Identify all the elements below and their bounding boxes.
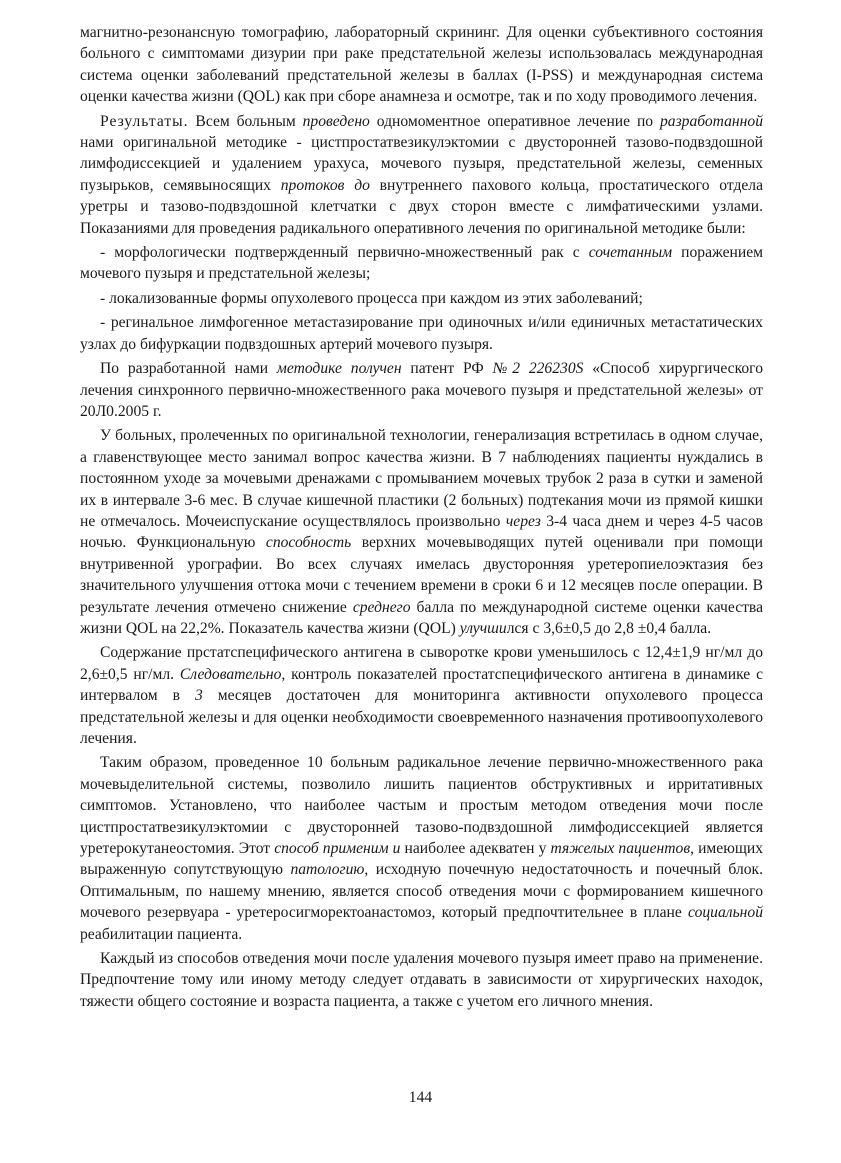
text-run: - локализованные формы опухолевого процесса при каждом из этих заболеваний;	[100, 289, 643, 307]
italic-text: социальной	[688, 904, 763, 922]
italic-text: патологию	[290, 861, 365, 879]
italic-text: разработанной	[659, 112, 763, 130]
text-run: наиболее адекватен у	[400, 840, 551, 858]
paragraph	[80, 752, 763, 945]
text-run: месяцев достаточен для мониторинга активности опухолевого процесса предстательной железы и для оценки необходимости своевременного назначения противоопухолевого лечения.	[80, 687, 764, 747]
italic-text: 3	[194, 687, 203, 705]
italic-text: тяжелых пациентов	[550, 840, 691, 858]
text-run: лся с 3,6±0,5 до 2,8 ±0,4 балла.	[506, 619, 712, 637]
text-run: - морфологически подтвержденный первично-множественный рак с	[100, 244, 589, 262]
text-run: У больных, пролеченных по оригинальной технологии, генерализация встретилась в одном случае, а главенствующее место занимал вопрос качества жизни. В 7 наблюдениях пациенты нуждались в постоянном уходе за мочевыми дренажами с промыванием мочевых трубок 2 раза в сутки и заменой их в интервале 3-6 мес. В случае кишечной пластики (2 больных) подтекания мочи из прямой кишки не отмечалось. Мочеиспускание осуществлялось произвольно	[80, 427, 763, 530]
italic-text: протоков до	[280, 176, 370, 194]
paragraph	[80, 425, 763, 639]
italic-text: Следовательно,	[179, 665, 286, 683]
paragraph	[80, 288, 763, 309]
text-run: балла по международной системе оценки качества жизни QOL на 22,2%. Показатель качества жизни (QOL)	[80, 598, 764, 637]
paragraph	[80, 642, 763, 749]
text-run: магнитно-резонансную томографию, лабораторный скрининг. Для оценки субъективного состояния больного с симптомами дизурии при раке предстательной железы использовалась международная система оценки заболеваний предстательной железы в баллах (I-PSS) и международная система оценки качества жизни (QOL) как при сборе анамнеза и осмотре, так и по ходу проводимого лечения.	[80, 24, 763, 106]
text-run: , имеющих выраженную сопутствующую	[80, 840, 764, 879]
italic-text: методике получен	[276, 360, 402, 378]
text-run: патент РФ	[401, 360, 493, 378]
text-run: реабилитации пациента.	[80, 925, 243, 943]
text-run: - регинальное лимфогенное метастазирование при одиночных и/или единичных метастатических узлах до бифуркации подвздошных артерий мочевого пузыря.	[80, 314, 763, 353]
paragraph	[80, 948, 763, 1012]
text-run: 3-4 часа днем и через 4-5 часов ночью. Функциональную	[80, 512, 763, 552]
text-run: верхних мочевыводящих путей оценивали при помощи внутривенной урографии. Во всех случаях имелась двусторонняя уретеропиелоэктазия без значительного улучшения оттока мочи с течением времени в сроки 6 и 12 месяцев после операции. В результате лечения отмечено снижение	[80, 534, 763, 616]
text-run: По разработанной нами	[100, 360, 277, 378]
paragraph	[80, 111, 763, 239]
page-number: 144	[408, 1089, 433, 1106]
text-run: Содержание прстатспецифического антигена в сыворотке крови уменьшилось с 12,4±1,9 нг/мл до 2,6±0,5 нг/мл.	[80, 644, 763, 683]
italic-text: улучши	[459, 619, 507, 637]
text-run: , исходную почечную недостаточность и почечный блок. Оптимальным, по нашему мнению, является способ отведения мочи с формированием кишечного мочевого резервуара - уретеросигморектоанастомоз, который предпочтительнее в плане	[80, 861, 764, 922]
text-run: Таким образом, проведенное 10 больным радикальное лечение первично-множественного рака мочевыделительной системы, позволило лишить пациентов обструктивных и ирритативных симптомов. Установлено, что наиболее частым и простым методом отведения мочи после цистпростатвезикулэктомии с двусторонней тазово-подвздошной лимфодиссекцией является уретерокутанеостомия. Этот	[80, 754, 763, 858]
paragraph	[80, 358, 763, 422]
text-run: нами оригинальной методике - цистпростатвезикулэктомии с двусторонней тазово-подвздошной лимфодиссекцией и удалением урахуса, мочевого пузыря, предстательной железы, семенных пузырьков, семявыносящих	[80, 134, 763, 194]
italic-text: проведено	[302, 112, 370, 130]
paragraph	[80, 22, 763, 108]
text-run: внутреннего пахового кольца, простатического отдела уретры и тазово-подвздошной клетчатки с двух сторон вместе с лимфатическими узлами. Показаниями для проведения радикального оперативного лечения по оригинальной методике были:	[80, 176, 763, 237]
italic-text: способность	[265, 534, 352, 552]
italic-text: №2 226230S	[492, 360, 584, 378]
italic-text: способ применим и	[274, 840, 401, 858]
text-run: поражением мочевого пузыря и предстательной железы;	[80, 244, 763, 283]
text-run: «Способ хирургического лечения синхронного первично-множественного рака мочевого пузыря и предстательной железы» от 20Л0.2005 г.	[80, 360, 763, 420]
paragraph	[80, 312, 763, 355]
document-body	[80, 22, 763, 1015]
paragraph	[80, 242, 763, 285]
italic-text: среднего	[352, 598, 411, 616]
text-run: Каждый из способов отведения мочи после удаления мочевого пузыря имеет право на применение. Предпочтение тому или иному методу следует отдавать в зависимости от хирургических находок, тяжести общего состояние и возраста пациента, а также с учетом его личного мнения.	[80, 950, 763, 1010]
section-heading: Результаты.	[100, 112, 189, 130]
text-run: одномоментное оперативное лечение по	[369, 112, 660, 130]
text-run: контроль показателей простатспецифического антигена в динамике с интервалом в	[80, 665, 763, 705]
italic-text: через	[505, 512, 541, 530]
italic-text: сочетанным	[588, 244, 673, 262]
text-run: Всем больным	[188, 112, 303, 130]
